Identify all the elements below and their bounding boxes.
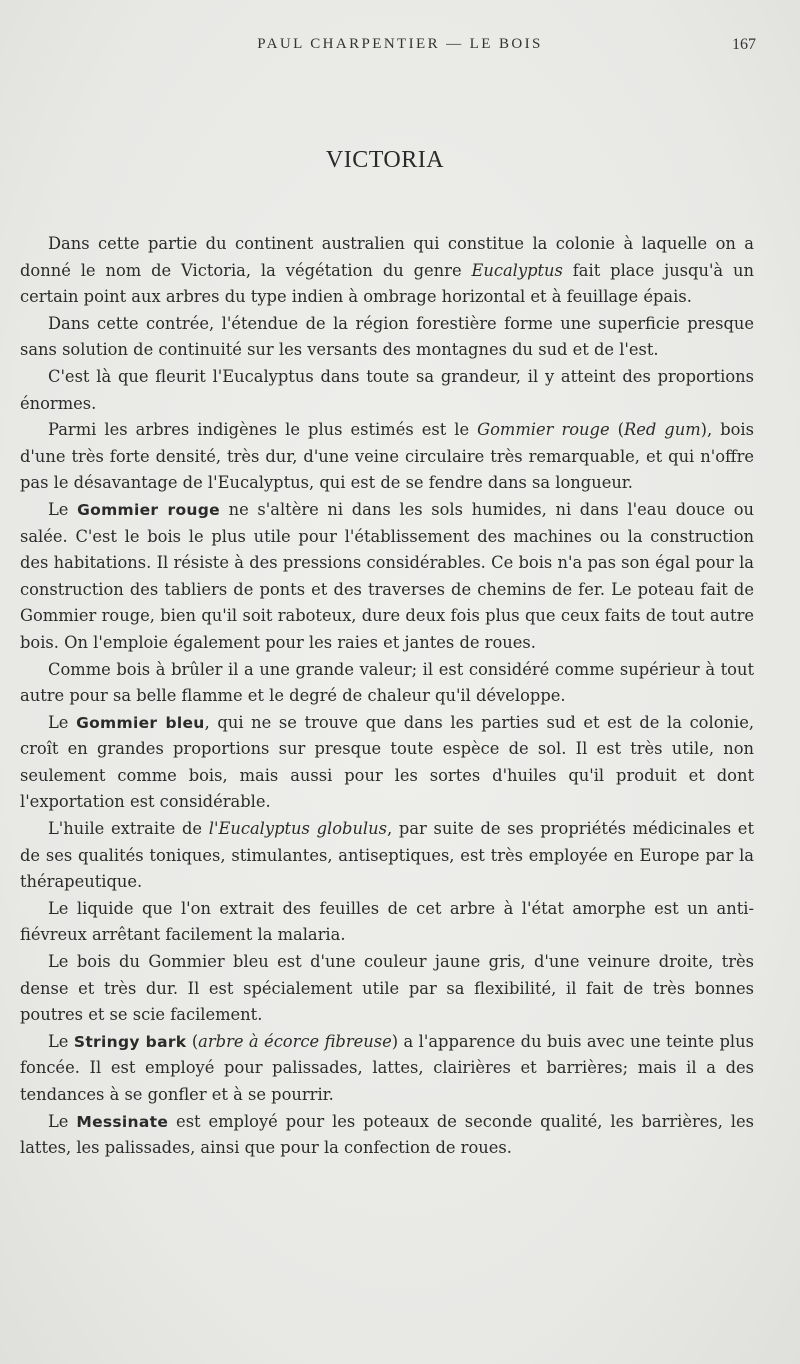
paragraph: C'est là que fleurit l'Eucalyptus dans toute sa grandeur, il y atteint des proportions énormes. <box>20 366 754 413</box>
paragraph: Le Gommier rouge ne s'altère ni dans les sols humides, ni dans l'eau douce ou salée. C'est le bois le plus utile pour l'établissement des machines ou la construction des habitations. Il résiste à des pressions considérables. Ce bois n'a pas son égal pour la construction des tabliers de ponts et des traverses de chemins de fer. Le poteau fait de Gommier rouge, bien qu'il soit raboteux, dure deux fois plus que ceux faits de tout autre bois. On l'emploie également pour les raies et jantes de roues. <box>20 499 755 652</box>
bold-term: Messinate <box>76 1112 169 1131</box>
paragraph: Comme bois à brûler il a une grande valeur; il est considéré comme supérieur à tout autre pour sa belle flamme et le degré de chaleur qu'il développe. <box>20 659 754 706</box>
paragraph: L'huile extraite de l'Eucalyptus globulus, par suite de ses propriétés médicinales et de ses qualités toniques, stimulantes, antiseptiques, est très employée en Europe par la thérapeutique. <box>20 819 754 892</box>
page-number: 167 <box>732 36 756 53</box>
body-text <box>20 231 754 1162</box>
italic-term: Gommier rouge <box>477 420 610 440</box>
italic-term: l'Eucalyptus globulus <box>208 819 387 839</box>
paragraph: Dans cette partie du continent australien qui constitue la colonie à laquelle on a donné le nom de Victoria, la végétation du genre Eucalyptus fait place jusqu'à un certain point aux arbres du type indien à ombrage horizontal et à feuillage épais. <box>20 234 754 307</box>
bold-term: Gommier rouge <box>77 500 220 519</box>
section-title: VICTORIA <box>325 147 445 173</box>
running-head: PAUL CHARPENTIER — LE BOIS <box>257 36 543 52</box>
paragraph: Le bois du Gommier bleu est d'une couleur jaune gris, d'une veinure droite, très dense et très dur. Il est spécialement utile par sa flexibilité, il fait de très bonnes poutres et se scie facilement. <box>20 952 754 1025</box>
paragraph: Dans cette contrée, l'étendue de la région forestière forme une superficie presque sans solution de continuité sur les versants des montagnes du sud et de l'est. <box>20 313 754 360</box>
paragraph: Le Messinate est employé pour les poteaux de seconde qualité, les barrières, les lattes, les palissades, ainsi que pour la confection de roues. <box>20 1111 755 1158</box>
italic-term: arbre à écorce fibreuse <box>198 1031 392 1051</box>
italic-term: Red gum <box>623 420 701 440</box>
italic-term: Eucalyptus <box>471 260 563 280</box>
bold-term: Stringy bark <box>73 1032 187 1051</box>
paragraph: Le Stringy bark (arbre à écorce fibreuse) a l'apparence du buis avec une teinte plus foncée. Il est employé pour palissades, lattes, clairières et barrières; mais il a des tendances à se gonfler et à se pourrir. <box>20 1031 754 1104</box>
paragraph: Parmi les arbres indigènes le plus estimés est le Gommier rouge (Red gum), bois d'une très forte densité, très dur, d'une veine circulaire très remarquable, et qui n'offre pas le désavantage de l'Eucalyptus, qui est de se fendre dans sa longueur. <box>20 420 754 493</box>
paragraph: Le Gommier bleu, qui ne se trouve que dans les parties sud et est de la colonie, croît en grandes proportions sur presque toute espèce de sol. Il est très utile, non seulement comme bois, mais aussi pour les sortes d'huiles qu'il produit et dont l'exportation est considérable. <box>20 712 755 812</box>
bold-term: Gommier bleu <box>76 713 205 732</box>
paragraph: Le liquide que l'on extrait des feuilles de cet arbre à l'état amorphe est un anti-fiévreux arrêtant facilement la malaria. <box>20 898 754 945</box>
